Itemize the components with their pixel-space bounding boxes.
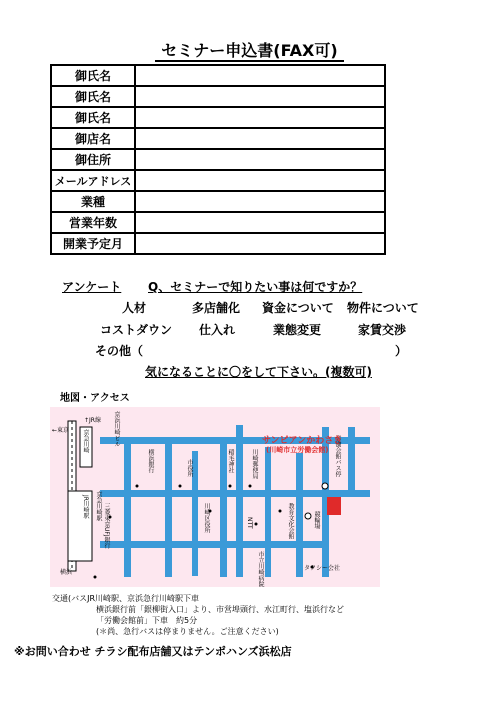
form-field[interactable] — [135, 86, 385, 107]
map-label-inage-jinja: 稲毛神社 — [227, 449, 234, 473]
map-label-sunpian: サンピアンかわさき — [262, 436, 343, 446]
form-label: 御店名 — [51, 128, 135, 149]
form-label: 営業年数 — [51, 212, 135, 233]
form-row — [51, 233, 385, 254]
form-label: 御住所 — [51, 149, 135, 170]
survey-instruction: 気になることに〇をして下さい。(複数可) — [145, 365, 372, 379]
map-label-bus-stop: 労働会館バス停 — [334, 435, 341, 477]
road-v1 — [124, 437, 131, 577]
road-v7 — [296, 453, 303, 577]
access-line-3: 「労働会館前」下車 約5分 — [96, 616, 198, 625]
form-field[interactable] — [135, 149, 385, 170]
map-label-shiyakusho: 市役所 — [186, 459, 193, 477]
map-label-shiritsu-byoin: 市立川崎病院 — [257, 551, 264, 587]
form-row — [51, 170, 385, 191]
form-field[interactable] — [135, 233, 385, 254]
form-row — [51, 191, 385, 212]
form-field[interactable] — [135, 128, 385, 149]
option-shikin[interactable]: 資金について — [262, 301, 334, 315]
option-shiire[interactable]: 仕入れ — [199, 323, 236, 337]
page-title: セミナー申込書(FAX可) — [0, 38, 499, 61]
contact-info: ※お問い合わせ チラシ配布店舗又はテンポハンズ浜松店 — [14, 645, 292, 658]
form-row — [51, 212, 385, 233]
option-yachin[interactable]: 家賃交渉 — [358, 323, 407, 337]
form-row — [51, 149, 385, 170]
survey-label: アンケート — [62, 280, 122, 294]
option-bukken[interactable]: 物件について — [347, 301, 419, 315]
map-label-ntt: NTT — [246, 517, 253, 529]
option-other[interactable]: その他（ — [95, 344, 144, 358]
form-field[interactable] — [135, 212, 385, 233]
map-label-keikyu-kawasaki: 京急川崎 — [82, 429, 89, 453]
road-v6 — [265, 447, 271, 577]
access-line-2: 横浜銀行前「銀柳街入口」より、市営埠頭行、水江町行、塩浜行など — [96, 605, 344, 614]
road-v5 — [236, 425, 243, 577]
form-field[interactable] — [135, 107, 385, 128]
bus-stop-icon — [322, 483, 328, 489]
map-label-jr-line: ↑JR線 — [84, 417, 101, 424]
map-label-kyoiku-bunka: 教育文化会館 — [287, 503, 294, 539]
map-label-keikyu-station: 京急川崎駅 — [95, 491, 102, 521]
option-jinzai[interactable]: 人材 — [122, 301, 147, 315]
form-row — [51, 107, 385, 128]
form-label: メールアドレス — [51, 170, 135, 191]
form-row — [51, 128, 385, 149]
survey-question: Q、セミナーで知りたい事は何ですか？ — [148, 280, 363, 294]
form-field[interactable] — [135, 170, 385, 191]
form-field[interactable] — [135, 191, 385, 212]
map-label-yokohama-bank: 横浜銀行 — [147, 449, 154, 473]
form-label: 御氏名 — [51, 65, 135, 86]
form-label: 開業予定月 — [51, 233, 135, 254]
map-label-yokohama: 横浜 — [60, 569, 73, 576]
option-cost-down[interactable]: コストダウン — [100, 323, 173, 337]
road-v9 — [348, 427, 355, 497]
road-v2 — [165, 437, 172, 577]
road-middle — [100, 490, 370, 497]
option-tatenpo[interactable]: 多店舗化 — [192, 301, 241, 315]
map-title: 地図・アクセス — [60, 393, 130, 404]
option-other-close: ） — [395, 344, 408, 358]
access-map — [50, 407, 380, 587]
option-gyotai[interactable]: 業態変更 — [273, 323, 322, 337]
form-label: 御氏名 — [51, 107, 135, 128]
keirinjo-icon — [305, 513, 311, 519]
map-label-kawasaki-kuyakusho: 川崎区役所 — [203, 503, 210, 533]
form-row — [51, 65, 385, 86]
map-label-jr-kawasaki: JR川崎駅 — [82, 495, 89, 519]
destination-building — [327, 497, 341, 515]
map-label-keikyu-bldg: 京浜川崎ビル — [113, 411, 120, 447]
access-line-4: (＊尚、急行バスは停まりません。ご注意ください) — [96, 627, 279, 636]
form-label: 業種 — [51, 191, 135, 212]
form-field[interactable] — [135, 65, 385, 86]
map-label-ufj: 三菱東京UFJ銀行 — [103, 503, 110, 549]
access-line-1: 交通(バスJR川崎駅、京浜急行川崎駅下車 — [52, 594, 200, 603]
map-label-keirinjo: 競輪場 — [313, 511, 320, 529]
form-label: 御氏名 — [51, 86, 135, 107]
road-south — [100, 541, 325, 548]
map-label-sunpian-sub: (川崎市立労働会館) — [266, 446, 329, 454]
map-label-kawasaki-post: 川崎郵便局 — [251, 449, 258, 479]
map-label-tokyo: ←東京 — [52, 427, 70, 434]
form-row — [51, 86, 385, 107]
map-label-taxi: タクシー会社 — [304, 565, 341, 572]
application-form — [50, 64, 386, 255]
